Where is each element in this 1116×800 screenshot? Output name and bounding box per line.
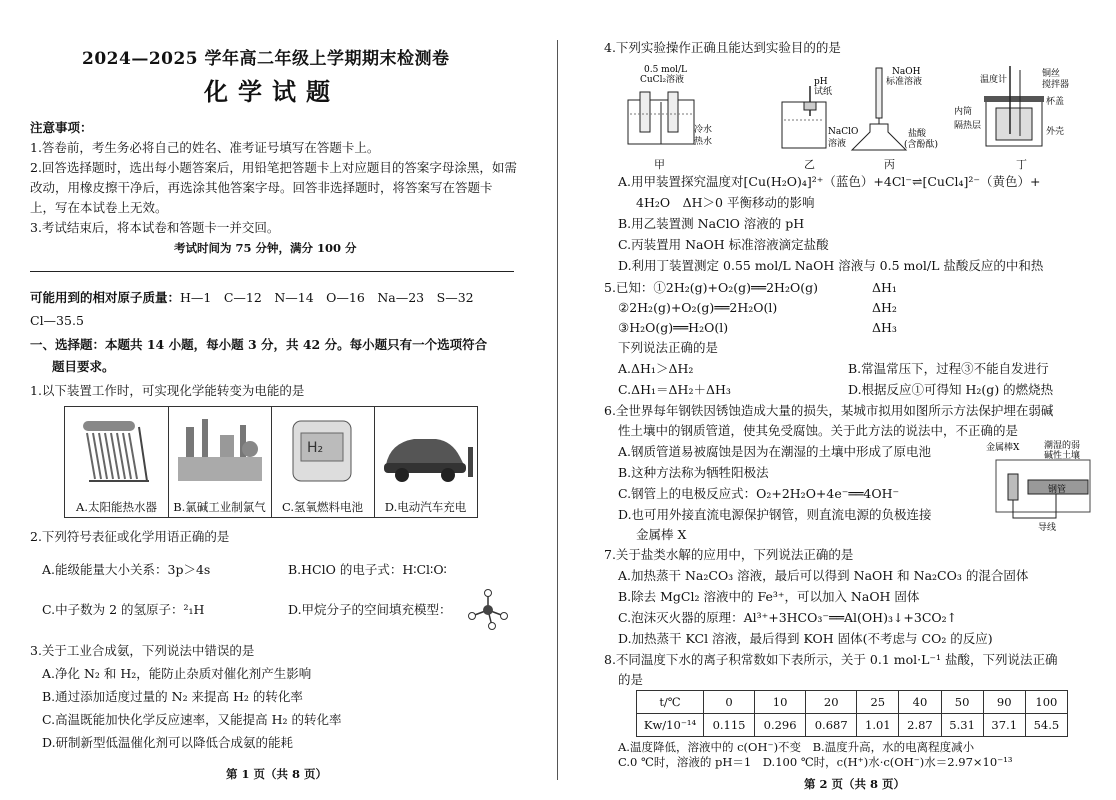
kw-temp-cell: 50 (941, 691, 983, 714)
kw-value-cell: 37.1 (983, 714, 1025, 737)
q1-option-d-cell[interactable] (374, 407, 477, 517)
q5-option-d: D.根据反应①可得知 H₂(g) 的燃烧热 (848, 382, 1054, 397)
solar-heater-icon (65, 407, 168, 497)
q5-reaction-1: 5.已知：①2H₂(g)+O₂(g)══2H₂O(g) (604, 280, 818, 295)
fig-label-metal-rod: 金属棒X (986, 443, 1020, 453)
note-2: 2.回答选择题时，选出每小题答案后，用铅笔把答题卡上对应题目的答案字母涂黑，如需 (30, 160, 517, 175)
bing-label-naoh: NaOH (892, 67, 921, 77)
subject-title: 化学试题 (204, 77, 340, 106)
q3-stem: 3.关于工业合成氨，下列说法中错误的是 (30, 643, 255, 658)
q2-option-d: D.甲烷分子的空间填充模型： (288, 602, 452, 617)
q3-option-c: C.高温既能加快化学反应速率，又能提高 H₂ 的转化率 (42, 712, 342, 727)
electric-car-icon (374, 407, 477, 497)
atomic-mass-line (30, 290, 474, 306)
kw-value-cell: 2.87 (899, 714, 941, 737)
note-3: 3.考试结束后，将本试卷和答题卡一并交回。 (30, 220, 280, 235)
q6-stem-cont: 性土壤中的钢质管道，使其免受腐蚀。关于此方法的说法中，不正确的是 (618, 423, 1019, 438)
q1-option-c: C.氢氧燃料电池 (281, 500, 364, 514)
q1-stem: 1.以下装置工作时，可实现化学能转变为电能的是 (30, 383, 305, 398)
q4-option-c: C.丙装置用 NaOH 标准溶液滴定盐酸 (618, 237, 829, 252)
yi-label-solution: 溶液 (828, 139, 847, 149)
kw-temp-cell: 10 (755, 691, 806, 714)
q5-reaction-3: ③H₂O(g)══H₂O(l) (618, 320, 729, 335)
kw-table-row-kw (637, 714, 1068, 737)
q1-option-images (64, 406, 478, 518)
q5-option-a: A.ΔH₁＞ΔH₂ (618, 361, 694, 376)
caption-yi: 乙 (804, 158, 815, 171)
kw-temp-cell: 40 (899, 691, 941, 714)
kw-value-cell: 1.01 (857, 714, 899, 737)
q1-option-a-cell[interactable] (65, 407, 169, 517)
ding-label-thermometer: 温度计 (980, 75, 1008, 85)
q6-option-a: A.钢质管道易被腐蚀是因为在潮湿的土壤中形成了原电池 (618, 444, 932, 459)
q2-option-c: C.中子数为 2 的氢原子：²₁H (42, 602, 205, 617)
q8-option-b: B.温度升高，水的电离程度减小 (812, 740, 975, 754)
q7-stem: 7.关于盐类水解的应用中，下列说法正确的是 (604, 547, 854, 562)
pipe-protection-diagram (986, 440, 1096, 533)
q1-option-b: B.氯碱工业制氯气 (173, 500, 266, 514)
note-1: 1.答卷前，考生务必将自己的姓名、准考证号填写在答题卡上。 (30, 140, 380, 155)
methane-model-icon (468, 590, 508, 630)
h2-label: H₂ (307, 440, 324, 456)
q6-stem: 6.全世界每年钢铁因锈蚀造成大量的损失，某城市拟用如图所示方法保护埋在弱碱 (604, 403, 1054, 418)
q8-stem: 8.不同温度下水的离子积常数如下表所示，关于 0.1 mol·L⁻¹ 盐酸，下列说法正确 (604, 652, 1058, 667)
caption-jia: 甲 (654, 158, 665, 171)
kw-value-cell: 5.31 (941, 714, 983, 737)
exam-title: 2024—2025 学年高二年级上学期期末检测卷 (82, 49, 450, 69)
q6-option-d: D.也可用外接直流电源保护钢管，则直流电源的负极连接 (618, 507, 932, 522)
q7-option-d: D.加热蒸干 KCl 溶液，最后得到 KOH 固体(不考虑与 CO₂ 的反应) (618, 631, 993, 646)
q8-stem-cont: 的是 (618, 672, 644, 687)
q6-option-c: C.钢管上的电极反应式：O₂+2H₂O+4e⁻══4OH⁻ (618, 486, 900, 501)
time-info: 考试时间为 75 分钟，满分 100 分 (174, 241, 357, 255)
kw-temp-cell: 100 (1025, 691, 1067, 714)
bing-label-hcl: 盐酸 (908, 129, 927, 139)
apparatus-bing (862, 62, 962, 152)
caption-ding: 丁 (1016, 158, 1027, 171)
apparatus-yi (776, 62, 866, 152)
kw-value-cell: 0.115 (704, 714, 755, 737)
notes-heading: 注意事项： (30, 120, 93, 135)
q2-stem: 2.下列符号表征或化学用语正确的是 (30, 529, 230, 544)
note-2-end: 上，写在本试卷上无效。 (30, 200, 168, 215)
ding-label-inner: 内筒 (954, 107, 973, 117)
q8-option-a: A.温度降低，溶液中的 c(OH⁻)不变 (618, 740, 802, 754)
fig-label-soil-2: 碱性土壤 (1044, 451, 1081, 461)
kw-value-cell: 54.5 (1025, 714, 1067, 737)
kw-row-label-kw: Kw/10⁻¹⁴ (637, 714, 704, 737)
factory-icon (168, 407, 271, 497)
q4-option-d: D.利用丁装置测定 0.55 mol/L NaOH 溶液与 0.5 mol/L 盐酸反应的中和热 (618, 258, 1044, 273)
caption-bing: 丙 (884, 158, 895, 171)
ding-label-stirrer: 搅拌器 (1042, 80, 1070, 90)
kw-value-cell: 0.687 (806, 714, 857, 737)
fig-label-pipe: 钢管 (1048, 485, 1067, 495)
jia-label-cold: 冷水 (694, 125, 713, 135)
bing-label-standard: 标准溶液 (886, 77, 923, 87)
q7-option-c: C.泡沫灭火器的原理：Al³⁺+3HCO₃⁻══Al(OH)₃↓+3CO₂↑ (618, 610, 958, 625)
page-1-footer: 第 1 页（共 8 页） (226, 767, 328, 781)
q6-option-d-cont: 金属棒 X (636, 527, 687, 542)
q3-option-b: B.通过添加适度过量的 N₂ 来提高 H₂ 的转化率 (42, 689, 303, 704)
fig-label-wire: 导线 (1038, 523, 1057, 533)
atomic-mass-values-2: Cl—35.5 (30, 313, 84, 328)
header-divider (30, 271, 514, 272)
jia-label-conc: 0.5 mol/L (644, 65, 688, 75)
q7-option-b: B.除去 MgCl₂ 溶液中的 Fe³⁺，可以加入 NaOH 固体 (618, 589, 920, 604)
atomic-mass-values: H—1 C—12 N—14 O—16 Na—23 S—32 (180, 290, 474, 305)
q1-option-a: A.太阳能热水器 (76, 500, 157, 514)
page-divider (557, 40, 558, 780)
page-2-footer: 第 2 页（共 8 页） (804, 777, 906, 791)
q4-option-a: A.用甲装置探究温度对[Cu(H₂O)₄]²⁺（蓝色）+4Cl⁻⇌[CuCl₄]²⁻（黄色）+ (618, 174, 1041, 189)
q5-option-c: C.ΔH₁＝ΔH₂＋ΔH₃ (618, 382, 731, 397)
q5-dh3: ΔH₃ (872, 320, 897, 335)
apparatus-ding (954, 62, 1074, 152)
atomic-mass-label: 可能用到的相对原子质量： (30, 290, 181, 305)
q7-option-a: A.加热蒸干 Na₂CO₃ 溶液，最后可以得到 NaOH 和 Na₂CO₃ 的混合固体 (618, 568, 1029, 583)
ding-label-outer: 外壳 (1046, 127, 1065, 137)
q8-option-c: C.0 ℃时，溶液的 pH＝1 (618, 755, 752, 769)
yi-label-naclo: NaClO (828, 127, 859, 137)
ding-label-copper: 铜丝 (1042, 69, 1061, 79)
q1-option-b-cell[interactable] (168, 407, 272, 517)
fig-label-soil-1: 潮湿的弱 (1044, 441, 1081, 451)
apparatus-jia (624, 62, 724, 152)
q5-dh2: ΔH₂ (872, 300, 897, 315)
kw-table-row-temperature (637, 691, 1068, 714)
q5-reaction-2: ②2H₂(g)+O₂(g)══2H₂O(l) (618, 300, 778, 315)
section-heading: 一、选择题：本题共 14 小题，每小题 3 分，共 42 分。每小题只有一个选项符合 (30, 337, 488, 352)
jia-label-cucl2: CuCl₂溶液 (640, 75, 685, 85)
kw-temp-cell: 90 (983, 691, 1025, 714)
kw-table (636, 690, 1068, 737)
q2-option-a: A.能级能量大小关系：3p＞4s (42, 562, 211, 577)
ding-label-cover: 杯盖 (1046, 97, 1065, 107)
q1-option-d: D.电动汽车充电 (384, 500, 467, 514)
jia-label-hot: 热水 (694, 137, 713, 147)
q8-option-d: D.100 ℃时，c(H⁺)水·c(OH⁻)水＝2.97×10⁻¹³ (762, 755, 1013, 769)
q4-option-a-cont: 4H₂O ΔH＞0 平衡移动的影响 (636, 195, 815, 210)
kw-temp-cell: 0 (704, 691, 755, 714)
q8-options-ab (618, 739, 974, 755)
kw-value-cell: 0.296 (755, 714, 806, 737)
kw-temp-cell: 25 (857, 691, 899, 714)
q2-option-b: B.HClO 的电子式：H∶Cl∶O∶ (288, 562, 447, 577)
q1-option-c-cell[interactable] (271, 407, 375, 517)
kw-temp-cell: 20 (806, 691, 857, 714)
bing-label-indicator: (含酚酞) (904, 140, 939, 150)
section-heading-cont: 题目要求。 (52, 359, 115, 374)
fuel-cell-icon (271, 407, 374, 497)
q5-ask: 下列说法正确的是 (618, 340, 719, 355)
q8-options-cd (618, 754, 1012, 770)
kw-row-label-t: t/℃ (637, 691, 704, 714)
yi-label-paper: 试纸 (814, 87, 833, 97)
ding-label-insulation: 隔热层 (954, 121, 982, 131)
q4-stem: 4.下列实验操作正确且能达到实验目的的是 (604, 40, 841, 55)
q4-option-b: B.用乙装置测 NaClO 溶液的 pH (618, 216, 805, 231)
q6-option-b: B.这种方法称为牺牲阳极法 (618, 465, 769, 480)
q3-option-d: D.研制新型低温催化剂可以降低合成氨的能耗 (42, 735, 294, 750)
q3-option-a: A.净化 N₂ 和 H₂，能防止杂质对催化剂产生影响 (42, 666, 312, 681)
yi-label-ph: pH (814, 77, 828, 87)
q5-option-b: B.常温常压下，过程③不能自发进行 (848, 361, 1049, 376)
q5-dh1: ΔH₁ (872, 280, 897, 295)
note-2-cont: 改动，用橡皮擦干净后，再选涂其他答案字母。回答非选择题时，将答案写在答题卡 (30, 180, 493, 195)
